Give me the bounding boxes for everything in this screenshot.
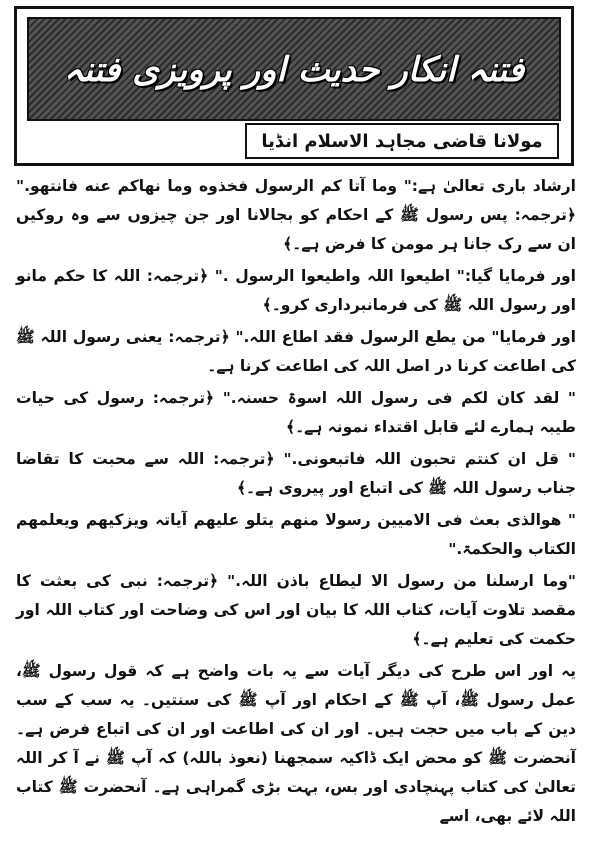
- paragraph: " قل ان کنتم تحبون اللہ فاتبعونی." ﴿ترجمہ: اللہ سے محبت کا تقاضا جناب رسول اللہ ﷺ کی اتباع اور پیروی ہے۔﴾: [16, 450, 576, 497]
- title-banner: [27, 17, 561, 121]
- article-body: [16, 172, 576, 834]
- author-name: مولانا قاضی مجاہد الاسلام انڈیا: [261, 130, 543, 152]
- paragraph: "وما ارسلنا من رسول الا لیطاع باذن اللہ." ﴿ترجمہ: نبی کی بعثت کا مقصد تلاوت آیات، کتاب اللہ کا بیان اور اس کی وضاحت اور کتاب اللہ اور حکمت کی تعلیم ہے۔﴾: [16, 572, 576, 648]
- paragraph: اور فرمایا گیا:" اطیعوا اللہ واطیعوا الرسول ." ﴿ترجمہ: اللہ کا حکم مانو اور رسول اللہ ﷺ کی فرمانبرداری کرو۔﴾: [16, 267, 576, 314]
- paragraph: اور فرمایا" من یطع الرسول فقد اطاع اللہ." ﴿ترجمہ: یعنی رسول اللہ ﷺ کی اطاعت کرنا در اصل اللہ کی اطاعت کرنا ہے۔: [16, 328, 576, 375]
- article-title: فتنہ انکار حدیث اور پرویزی فتنہ: [63, 49, 525, 90]
- paragraph: یہ اور اس طرح کی دیگر آیات سے یہ بات واضح ہے کہ قول رسول ﷺ، عمل رسول ﷺ، آپ ﷺ کے احکام اور آپ ﷺ کی سنتیں۔ یہ سب کے سب دین کے باب میں حجت ہیں۔ اور ان کی اطاعت اور ان کی اتباع فرض ہے۔ آنحضرت ﷺ کو محض ایک ڈاکیہ سمجھنا (نعوذ باللہ) کہ آپ ﷺ نے آ کر اللہ تعالیٰ کی کتاب پہنچادی اور بس، بہت بڑی گمراہی ہے۔ آنحضرت ﷺ کتاب اللہ لائے بھی، اسے: [16, 662, 576, 825]
- paragraph: ارشاد باری تعالیٰ ہے:" وما آتا کم الرسول فخذوه وما نهاكم عنه فانتهو." ﴿ترجمہ: پس رسول ﷺ کے احکام کو بجالانا اور جن چیزوں سے وہ روکیں ان سے رک جانا ہر مومن کا فرض ہے۔﴾: [16, 177, 576, 253]
- paragraph: " لقد کان لکم فی رسول اللہ اسوۃ حسنہ." ﴿ترجمہ: رسول کی حیات طیبہ ہمارے لئے قابل اقتداء نمونہ ہے۔﴾: [16, 389, 576, 436]
- article-header: [14, 6, 574, 166]
- author-box: [245, 123, 559, 159]
- paragraph: " ھوالذی بعث فی الامیین رسولا منھم یتلو علیھم آیاتہ ویزکیھم ویعلمھم الکتاب والحکمۃ.": [16, 511, 576, 558]
